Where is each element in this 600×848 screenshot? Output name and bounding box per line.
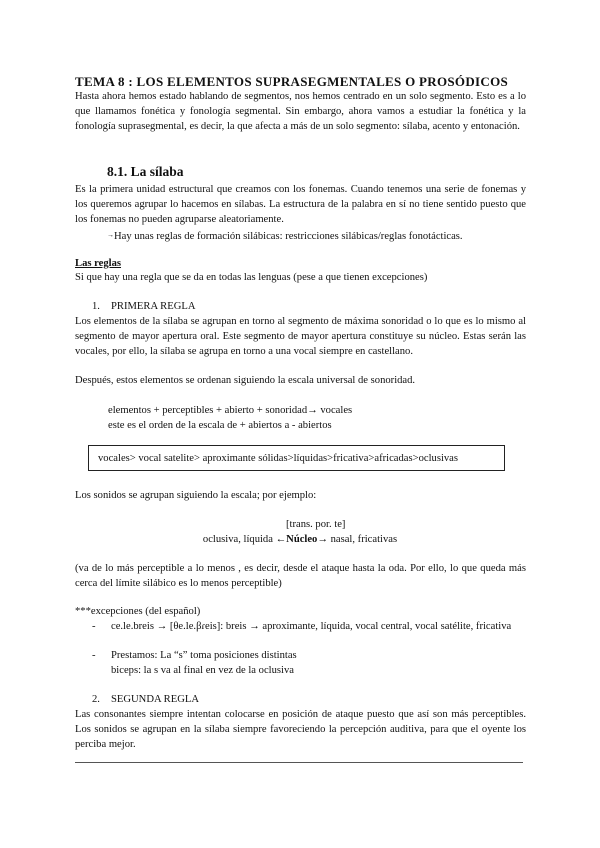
rules-heading: Las reglas bbox=[75, 258, 122, 269]
exception-item-2: Prestamos: La “s” toma posiciones distintas bbox=[111, 650, 297, 661]
rule1-paragraph: Los elementos de la sílaba se agrupan en torno al segmento de máxima sonoridad o lo que es lo mismo al segmento de mayor apertura oral. Este segmento de mayor apertura constituye su núcleo. Estas serán las vocales, por ello, la sílaba se agrupa en torno a una vocal siempre en castellano. bbox=[75, 316, 526, 358]
example-right: → nasal, fricativas bbox=[317, 534, 398, 545]
document-title: TEMA 8 : LOS ELEMENTOS SUPRASEGMENTALES O PROSÓDICOS bbox=[75, 74, 509, 89]
section-paragraph: Es la primera unidad estructural que creamos con los fonemas. Cuando tenemos una serie de fonemas y los queremos agrupar lo hacemos en sílabas. La estructura de la palabra en sí no tiene sentido puesto que los fonemas no pueden agruparse aleatoriamente. bbox=[75, 184, 526, 226]
example-intro: Los sonidos se agrupan siguiendo la escala; por ejemplo: bbox=[75, 490, 317, 501]
rule2-number: 2. bbox=[92, 694, 100, 705]
bullet-2: - bbox=[92, 650, 96, 661]
section-heading: 8.1. La sílaba bbox=[107, 164, 184, 179]
rule2-title: SEGUNDA REGLA bbox=[111, 694, 199, 705]
exceptions-heading: ***excepciones (del español) bbox=[75, 606, 201, 617]
example-left: oclusiva, líquida ← bbox=[202, 534, 287, 545]
example-structure bbox=[0, 532, 600, 547]
bullet-1: - bbox=[92, 621, 96, 632]
arrow-icon: → bbox=[107, 231, 114, 239]
rule1-title: PRIMERA REGLA bbox=[111, 301, 196, 312]
exception-item-1: ce.le.breis → [θe.le.βɾeis]: breis → aproximante, líquida, vocal central, vocal satélite, fricativa bbox=[111, 621, 512, 632]
bottom-divider bbox=[75, 762, 523, 763]
example-nucleus: Núcleo bbox=[286, 534, 318, 545]
syllable-rules-note bbox=[107, 228, 463, 244]
note-text: Hay unas reglas de formación silábicas: restricciones silábicas/reglas fonotácticas. bbox=[114, 231, 463, 242]
rule1-explanation: (va de lo más perceptible a lo menos , es decir, desde el ataque hasta la oda. Por ello, lo que queda más cerca del límite silábico es lo menos perceptible) bbox=[75, 563, 526, 590]
rules-intro: Si que hay una regla que se da en todas las lenguas (pese a que tienen excepciones) bbox=[75, 272, 428, 283]
sonority-scale-box bbox=[88, 445, 505, 471]
intro-paragraph: Hasta ahora hemos estado hablando de segmentos, nos hemos centrado en un solo segmento. Esto es a lo que llamamos fonética y fonología segmental. Sin embargo, ahora vamos a estudiar la fonética y la fonología suprasegmental, es decir, la que afecta a más de un solo segmento: sílaba, acento y entonación. bbox=[75, 91, 526, 133]
rule1-then: Después, estos elementos se ordenan siguiendo la escala universal de sonoridad. bbox=[75, 375, 416, 386]
sonority-formula-2: este es el orden de la escala de + abiertos a - abiertos bbox=[108, 420, 332, 431]
rule2-paragraph: Las consonantes siempre intentan colocarse en posición de ataque puesto que así son más perceptibles. Los sonidos se agrupan en la sílaba siempre favoreciendo la percepción auditiva, para que el oyente los perciba mejor. bbox=[75, 709, 526, 751]
rule1-number: 1. bbox=[92, 301, 100, 312]
sonority-formula-1: elementos + perceptibles + abierto + sonoridad→ vocales bbox=[108, 405, 353, 416]
exception-subitem: biceps: la s va al final en vez de la oclusiva bbox=[111, 665, 294, 676]
example-word: [trans. por. te] bbox=[286, 519, 346, 530]
sonority-scale: vocales> vocal satelite> aproximante sólidas>líquidas>fricativa>africadas>oclusivas bbox=[98, 453, 459, 464]
